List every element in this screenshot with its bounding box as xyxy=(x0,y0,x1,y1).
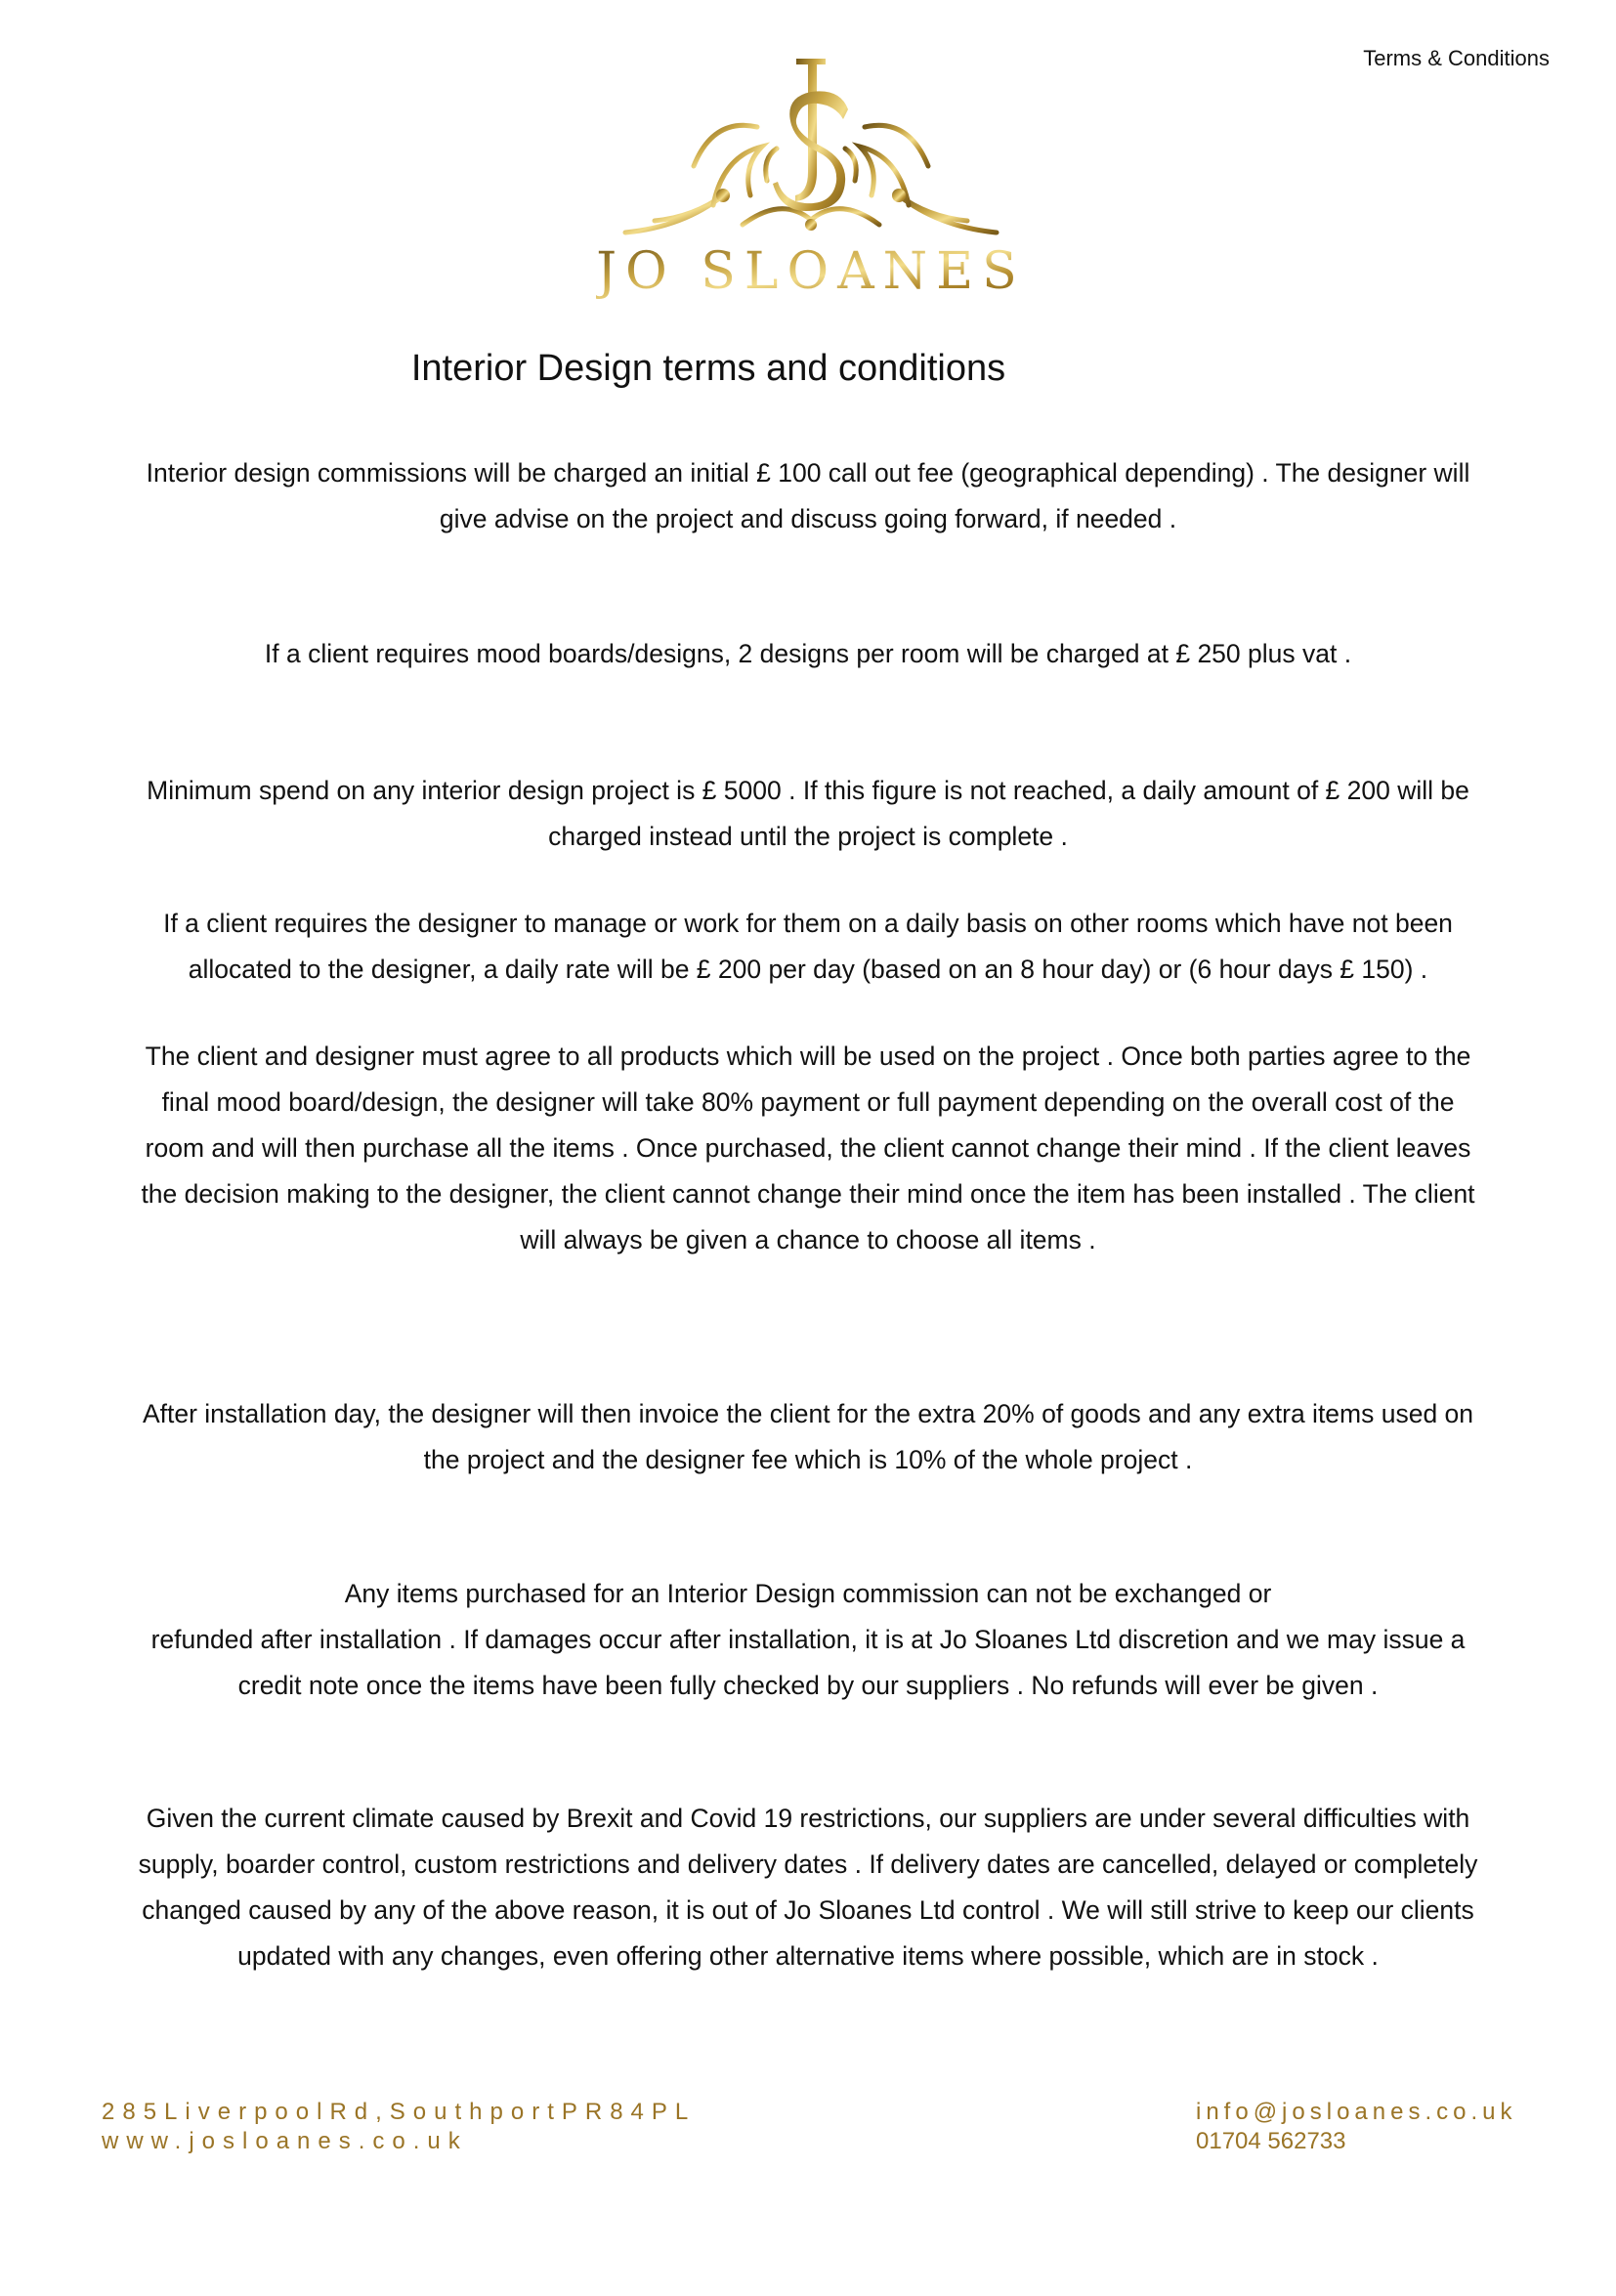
clause-line: After installation day, the designer will then invoice the client for the extra 20% of goods and any extra items used on xyxy=(142,1399,1474,1428)
clause-line: Interior design commissions will be charged an initial £ 100 call out fee (geographical depending) . The designer will xyxy=(146,458,1470,488)
clause-line: Minimum spend on any interior design project is £ 5000 . If this figure is not reached, a daily amount of £ 200 will be xyxy=(147,776,1469,805)
clause-line: will always be given a chance to choose all items . xyxy=(520,1225,1096,1254)
clause-line: The client and designer must agree to all products which will be used on the project . Once both parties agree to the xyxy=(145,1042,1471,1071)
clause-line: charged instead until the project is complete . xyxy=(548,822,1068,851)
clause-line: refunded after installation . If damages occur after installation, it is at Jo Sloanes Ltd discretion and we may issue a xyxy=(150,1625,1466,1654)
clause-call-out-fee xyxy=(102,450,1514,542)
clause-line: room and will then purchase all the items . Once purchased, the client cannot change their mind . If the client leaves xyxy=(145,1133,1471,1163)
logo-wordmark: JO SLOANES xyxy=(596,242,1026,301)
clause-line: Any items purchased for an Interior Design commission can not be exchanged or xyxy=(344,1579,1272,1608)
clause-line: supply, boarder control, custom restrictions and delivery dates . If delivery dates are cancelled, delayed or completely xyxy=(138,1850,1478,1879)
clause-daily-rate xyxy=(102,901,1514,993)
clause-line: final mood board/design, the designer will take 80% payment or full payment depending on the overall cost of the xyxy=(161,1087,1455,1117)
footer-email[interactable]: info@josloanes.co.uk xyxy=(1196,2099,1517,2125)
footer-address: 285LiverpoolRd,SouthportPR84PL xyxy=(102,2099,697,2125)
clause-final-invoice xyxy=(102,1391,1514,1483)
clause-line: credit note once the items have been fully checked by our suppliers . No refunds will ever be given . xyxy=(237,1671,1379,1700)
clause-no-refunds xyxy=(102,1571,1514,1709)
document-label: Terms & Conditions xyxy=(1363,46,1550,70)
footer-phone[interactable]: 01704 562733 xyxy=(1196,2128,1346,2154)
clause-minimum-spend xyxy=(102,768,1514,860)
clause-line: changed caused by any of the above reason, it is out of Jo Sloanes Ltd control . We will still strive to keep our clients xyxy=(142,1895,1474,1925)
clause-line: updated with any changes, even offering other alternative items where possible, which are in stock . xyxy=(237,1941,1379,1971)
clause-line: Given the current climate caused by Brexit and Covid 19 restrictions, our suppliers are under several difficulties with xyxy=(146,1804,1470,1833)
page-title: Interior Design terms and conditions xyxy=(410,348,1006,389)
clause-line: allocated to the designer, a daily rate will be £ 200 per day (based on an 8 hour day) or (6 hour days £ 150) . xyxy=(188,955,1428,984)
jo-sloanes-logo xyxy=(596,49,1026,322)
clause-products-agreement xyxy=(102,1034,1514,1263)
footer-contact-block xyxy=(1196,2098,1517,2156)
footer xyxy=(102,2098,1517,2166)
footer-address-block xyxy=(102,2098,696,2156)
clause-line: the decision making to the designer, the client cannot change their mind once the item has been installed . The client xyxy=(141,1179,1475,1209)
footer-website[interactable]: www.josloanes.co.uk xyxy=(102,2128,468,2154)
clause-mood-boards xyxy=(102,631,1514,677)
clause-line: If a client requires the designer to manage or work for them on a daily basis on other rooms which have not been xyxy=(163,909,1453,938)
clause-supply-disruption xyxy=(102,1796,1514,1979)
clause-line: give advise on the project and discuss going forward, if needed . xyxy=(439,504,1177,533)
clause-line: the project and the designer fee which is 10% of the whole project . xyxy=(423,1445,1193,1474)
clause-line: If a client requires mood boards/designs, 2 designs per room will be charged at £ 250 plus vat . xyxy=(264,639,1352,668)
